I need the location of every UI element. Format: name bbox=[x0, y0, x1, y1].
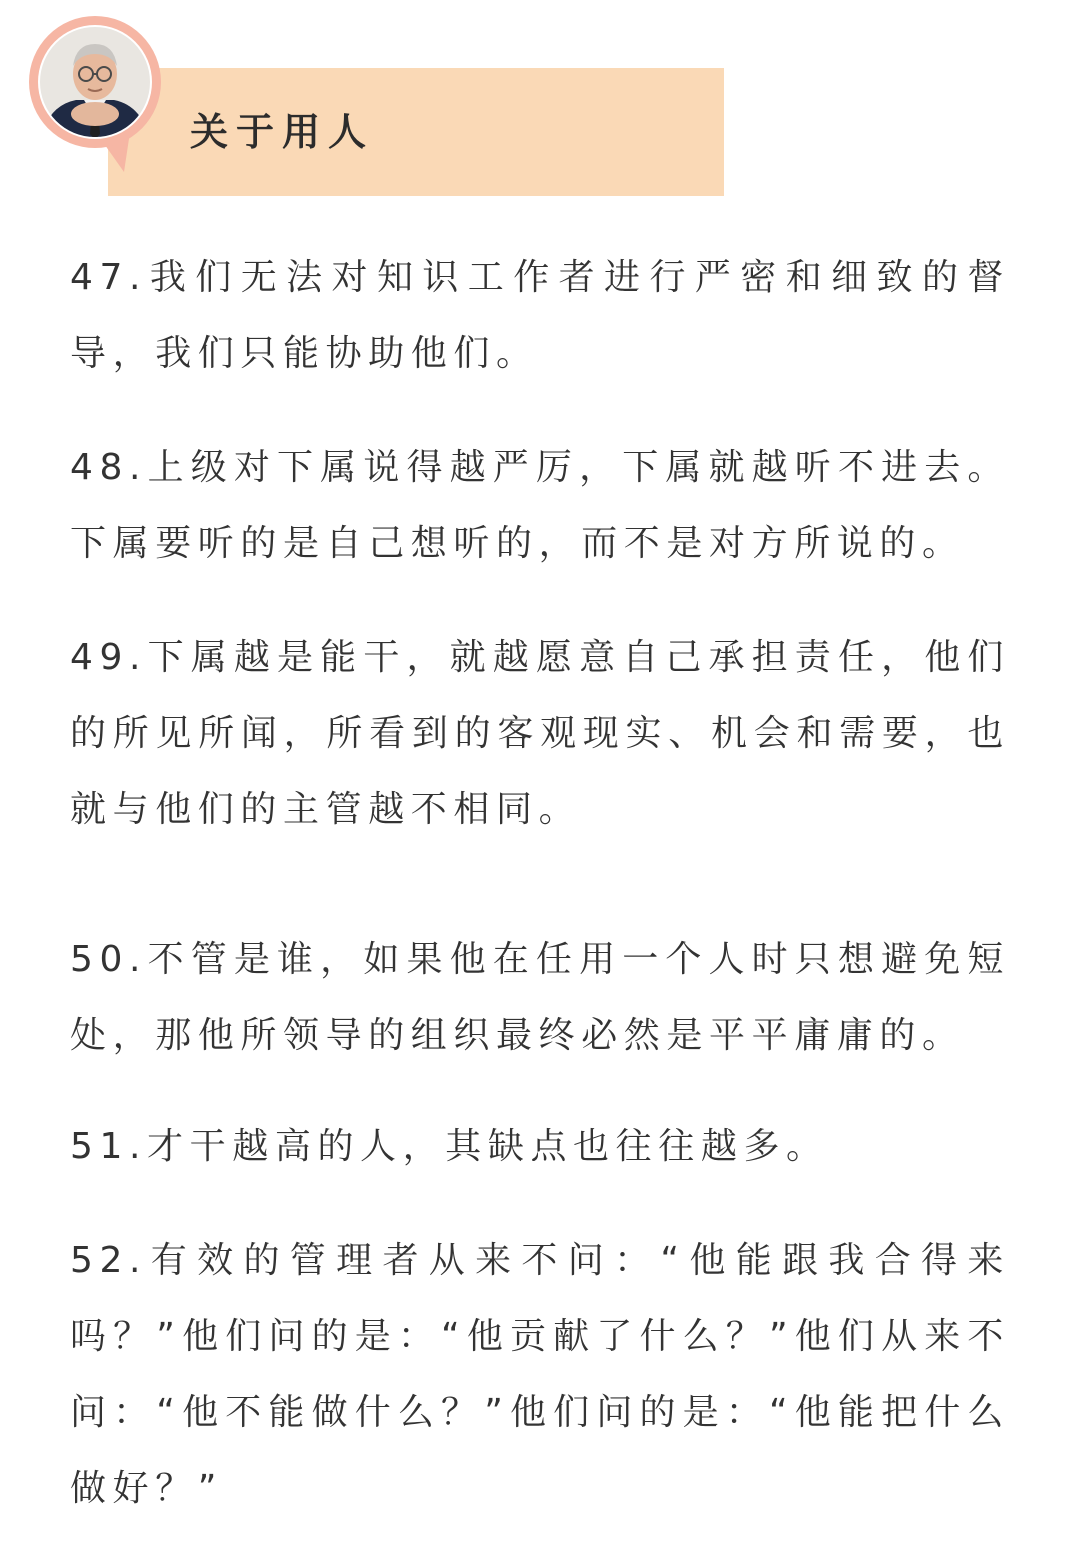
quote-50: 50.不管是谁，如果他在任用一个人时只想避免短处，那他所领导的组织最终必然是平平庸庸的。 bbox=[70, 939, 1010, 1056]
quote-49: 49.下属越是能干，就越愿意自己承担责任，他们的所见所闻，所看到的客观现实、机会和需要，也就与他们的主管越不相同。 bbox=[70, 637, 1010, 830]
quote-51: 51.才干越高的人，其缺点也往往越多。 bbox=[70, 1126, 829, 1167]
quote-52: 52.有效的管理者从来不问：“他能跟我合得来吗？”他们问的是：“他贡献了什么？”他们从来不问：“他不能做什么？”他们问的是：“他能把什么做好？” bbox=[70, 1240, 1010, 1509]
quote-47: 47.我们无法对知识工作者进行严密和细致的督导，我们只能协助他们。 bbox=[70, 257, 1010, 374]
section-title: 关于用人 bbox=[190, 110, 375, 154]
quote-48: 48.上级对下属说得越严厉，下属就越听不进去。下属要听的是自己想听的，而不是对方所说的。 bbox=[70, 447, 1010, 564]
portrait-avatar-icon bbox=[26, 14, 166, 182]
header bbox=[0, 0, 1080, 210]
